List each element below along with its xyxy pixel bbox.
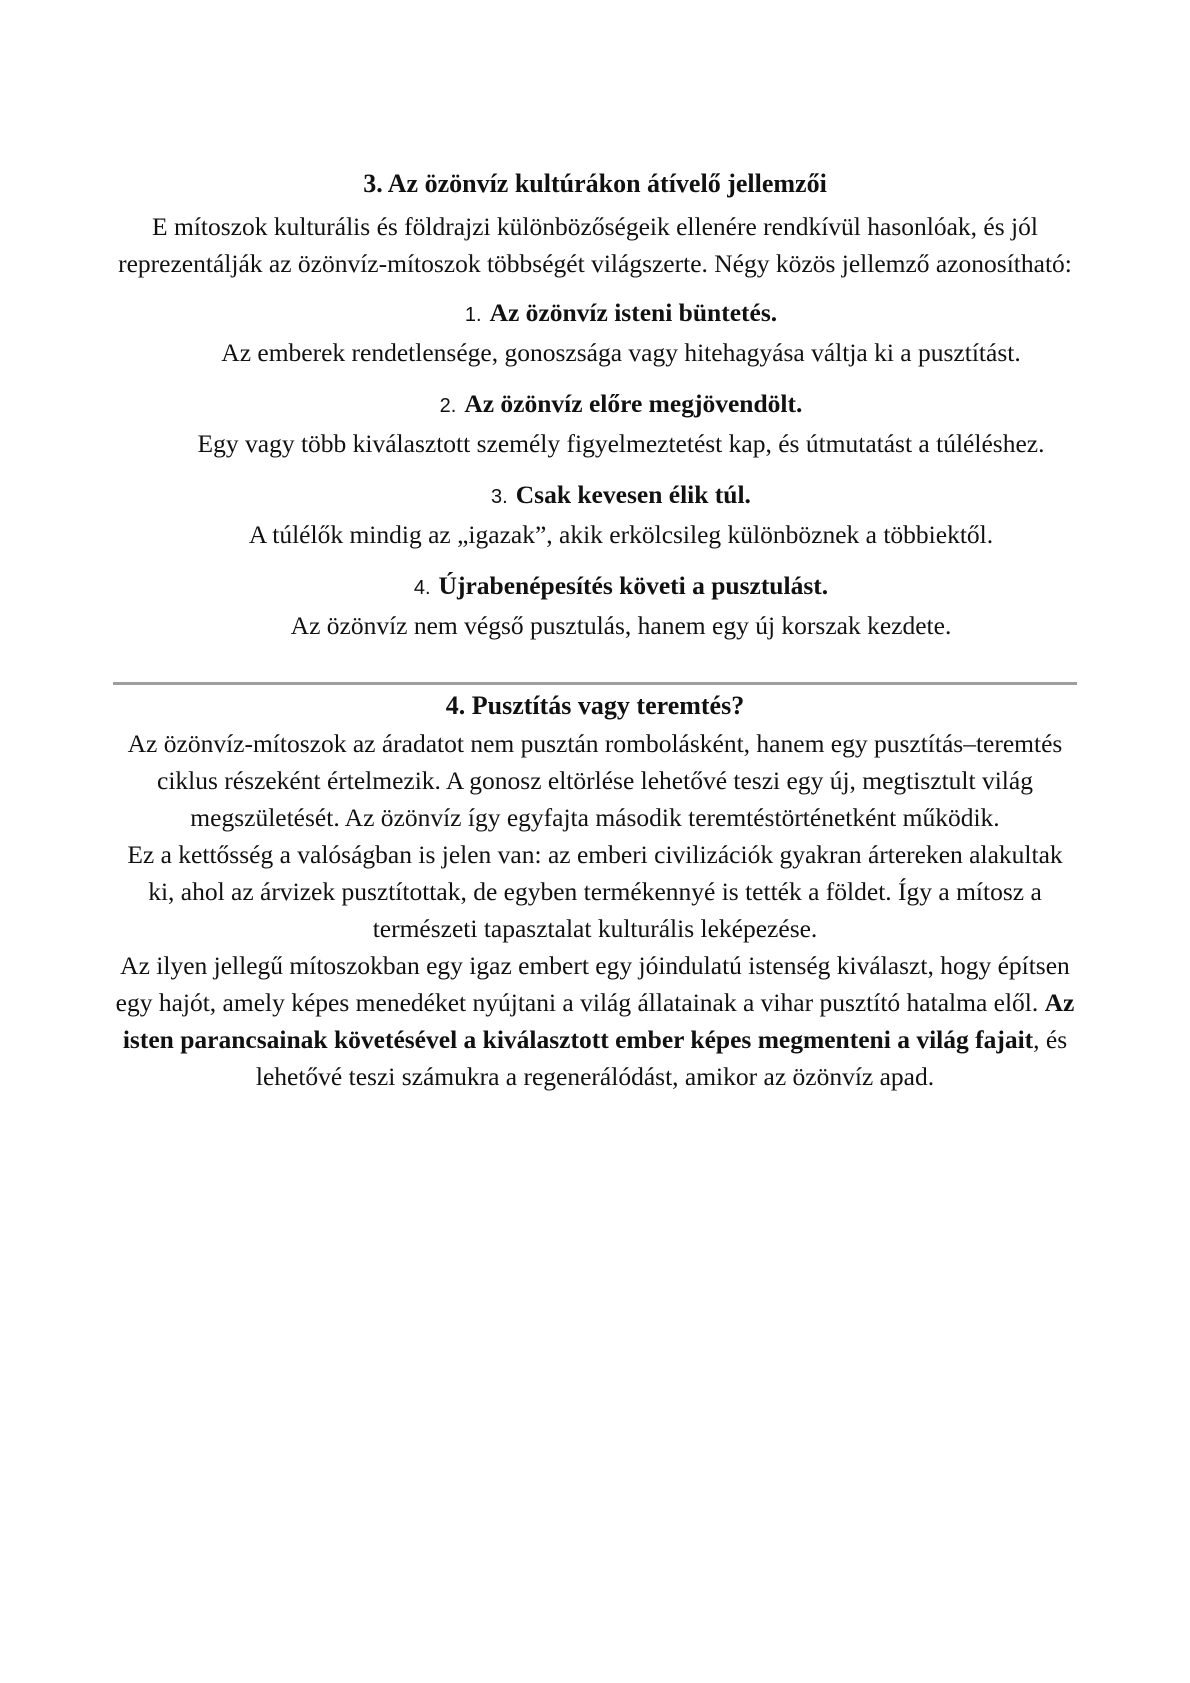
trait-title: Újrabenépesítés követi a pusztulást.	[438, 571, 829, 600]
section-4-paragraph-1: Az özönvíz-mítoszok az áradatot nem pusztán rombolásként, hanem egy pusztítás–teremtés ciklus részeként értelmezik. A gonosz eltörlése lehetővé teszi egy új, megtisztult világ megszületését. Az özönvíz így egyfajta második teremtéstörténetként működik.	[127, 729, 1063, 832]
trait-head	[165, 385, 1077, 425]
trait-description: Egy vagy több kiválasztott személy figyelmeztetést kap, és útmutatást a túléléshez.	[197, 429, 1045, 458]
trait-item	[165, 567, 1077, 644]
trait-number: 2.	[439, 395, 457, 417]
trait-number: 4.	[413, 577, 431, 599]
trait-item	[165, 294, 1077, 371]
trait-title: Az özönvíz isteni büntetés.	[489, 298, 778, 327]
document-page	[113, 160, 1077, 1095]
trait-description: Az emberek rendetlensége, gonoszsága vagy hitehagyása váltja ki a pusztítást.	[221, 338, 1021, 367]
section-3	[113, 160, 1077, 644]
section-3-title: 3. Az özönvíz kultúrákon átívelő jellemzői	[363, 169, 827, 198]
paragraph-3-emphasis: Az isten parancsainak követésével a kiválasztott ember képes megmenteni a világ fajait	[122, 988, 1075, 1054]
section-3-intro: E mítoszok kulturális és földrajzi különbözőségeik ellenére rendkívül hasonlóak, és jól reprezentálják az özönvíz-mítoszok többségét világszerte. Négy közös jellemző azonosítható:	[118, 212, 1072, 278]
section-divider	[113, 682, 1077, 685]
trait-head	[165, 567, 1077, 607]
trait-description: A túlélők mindig az „igazak”, akik erkölcsileg különböznek a többiektől.	[248, 520, 994, 549]
trait-number: 1.	[464, 304, 482, 326]
trait-item	[165, 476, 1077, 553]
trait-number: 3.	[491, 486, 508, 508]
section-4-title: 4. Pusztítás vagy teremtés?	[445, 691, 745, 720]
traits-list	[113, 294, 1077, 644]
trait-item	[165, 385, 1077, 462]
paragraph-3-end: , és lehetővé teszi számukra a regenerálódást, amikor az özönvíz apad.	[255, 1025, 1068, 1091]
paragraph-3-start: Az ilyen jellegű mítoszokban egy igaz embert egy jóindulatú istenség kiválaszt, hogy építsen egy hajót, amely képes menedéket nyújtani a világ állatainak a vihar pusztító hatalma elől.	[115, 951, 1070, 1017]
trait-head	[165, 294, 1077, 334]
section-4-paragraph-2: Ez a kettősség a valóságban is jelen van: az emberi civilizációk gyakran ártereken alakultak ki, ahol az árvizek pusztítottak, de egyben termékennyé is tették a földet. Így a mítosz a természeti tapasztalat kulturális leképezése.	[127, 840, 1063, 943]
section-4-paragraph-3	[113, 947, 1077, 1095]
trait-description: Az özönvíz nem végső pusztulás, hanem egy új korszak kezdete.	[290, 611, 952, 640]
trait-head	[165, 476, 1077, 516]
trait-title: Csak kevesen élik túl.	[515, 480, 751, 509]
section-4	[113, 687, 1077, 1095]
trait-title: Az özönvíz előre megjövendölt.	[464, 389, 803, 418]
